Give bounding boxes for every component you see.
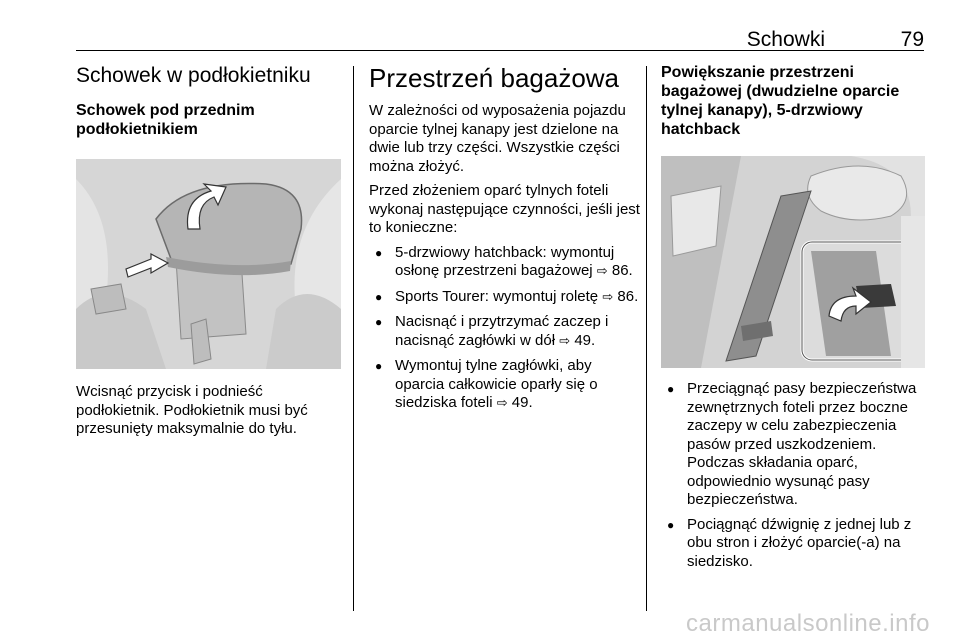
watermark: carmanualsonline.info xyxy=(686,610,930,637)
list-item: ● Nacisnąć i przytrzymać zaczep i nacisnąć zagłówki w dół ⇨ 49. xyxy=(369,313,644,351)
page-ref: 86. xyxy=(617,287,639,305)
list-item: ● Sports Tourer: wymontuj roletę ⇨ 86. xyxy=(369,288,644,308)
armrest-drawing xyxy=(76,159,341,369)
page-ref-arrow: ⇨ xyxy=(596,264,608,279)
list-item: ● Przeciągnąć pasy bezpieczeństwa zewnętrznych foteli przez boczne zaczepy w celu zabezpieczenia pasów przed uszkodzeniem. Podczas składania oparć, odpowiednio wysunąć pasy bezpieczeństwa. xyxy=(661,380,927,510)
luggage-intro: W zależności od wyposażenia pojazdu oparcie tylnej kanapy jest dzielone na dwie lub trzy części. Wszystkie części można złożyć. xyxy=(369,102,626,175)
column-divider-2 xyxy=(646,66,647,611)
column-divider-1 xyxy=(353,66,354,611)
armrest-illustration xyxy=(76,159,341,369)
header-title: Schowki xyxy=(746,28,825,51)
prep-steps-list xyxy=(369,244,644,414)
armrest-caption: Wcisnąć przycisk i podnieść podłokietnik. Podłokietnik musi być przesunięty maksymalnie do tyłu. xyxy=(76,383,308,437)
header-rule xyxy=(76,50,924,51)
page-number: 79 xyxy=(900,28,924,51)
subsection-title-enlarge: Powiększanie przestrzeni bagażowej (dwudzielne oparcie tylnej kanapy), 5-drzwiowy hatchback xyxy=(661,64,900,138)
subsection-title-front-armrest: Schowek pod przednim podłokietnikiem xyxy=(76,102,255,138)
page-ref-arrow: ⇨ xyxy=(559,333,571,349)
seatbelt-drawing xyxy=(661,156,925,368)
section-title-luggage: Przestrzeń bagażowa xyxy=(369,63,620,93)
page-ref: 49. xyxy=(574,331,596,349)
list-item: ● Wymontuj tylne zagłówki, aby oparcia całkowicie oparły się o siedziska foteli ⇨ 49. xyxy=(369,357,644,414)
seatbelt-illustration xyxy=(661,156,925,368)
page-ref: 49. xyxy=(511,394,533,411)
column-middle xyxy=(369,63,644,420)
column-left xyxy=(76,63,341,439)
enlarge-steps-list xyxy=(661,380,927,571)
luggage-prep: Przed złożeniem oparć tylnych foteli wykonaj następujące czynności, jeśli jest to konieczne: xyxy=(369,182,640,236)
page-ref-arrow: ⇨ xyxy=(602,289,614,305)
section-title-armrest: Schowek w podłokietniku xyxy=(76,64,311,87)
list-item: ● Pociągnąć dźwignię z jednej lub z obu stron i złożyć oparcie(-a) na siedzisko. xyxy=(661,516,927,572)
page-ref: 86. xyxy=(611,262,633,279)
column-right xyxy=(661,63,927,577)
page-ref-arrow: ⇨ xyxy=(496,396,508,411)
list-item: ● 5-drzwiowy hatchback: wymontuj osłonę przestrzeni bagażowej ⇨ 86. xyxy=(369,244,644,282)
